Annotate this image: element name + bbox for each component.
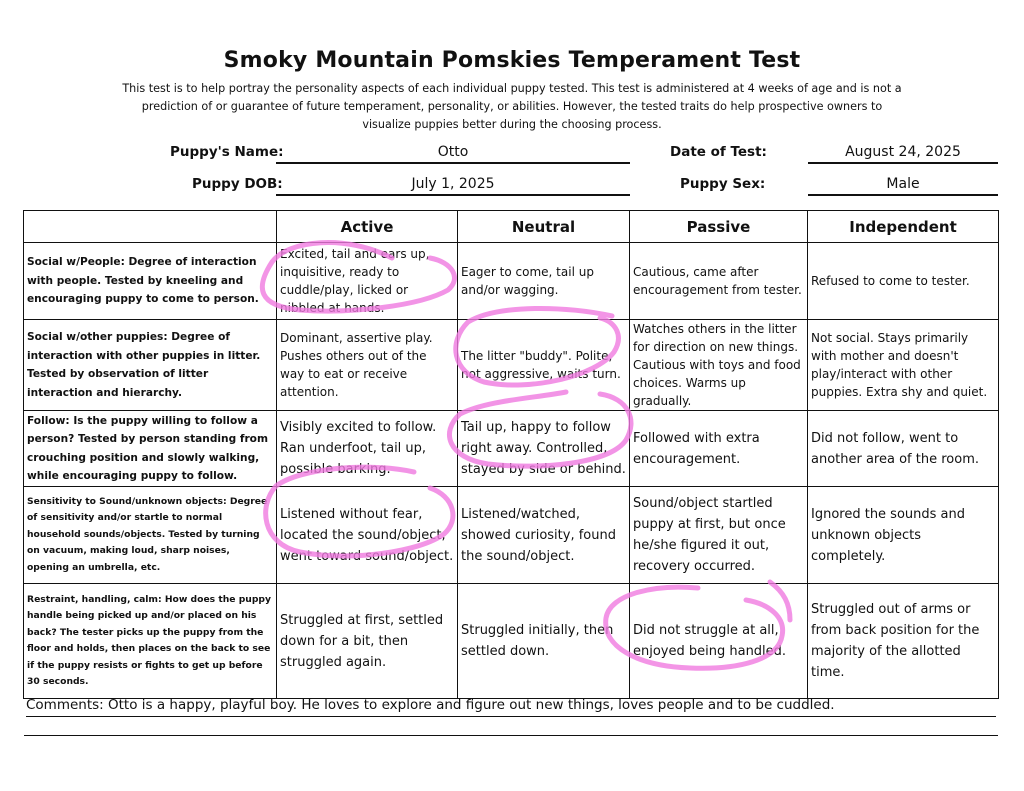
table-row — [24, 243, 999, 320]
header-active: Active — [277, 211, 458, 243]
cell-active: Listened without fear, located the sound/object, went toward sound/object. — [277, 487, 458, 584]
criterion-sensitivity: Sensitivity to Sound/unknown objects: Degree of sensitivity and/or startle to normal household sounds/objects. Tested by turning on vacuum, making loud, sharp noises, opening an umbrella, etc. — [24, 487, 277, 584]
header-neutral: Neutral — [458, 211, 630, 243]
header-criteria — [24, 211, 277, 243]
cell-independent: Refused to come to tester. — [808, 243, 999, 320]
table-header-row — [24, 211, 999, 243]
cell-neutral: Listened/watched, showed curiosity, found the sound/object. — [458, 487, 630, 584]
cell-independent: Not social. Stays primarily with mother and doesn't play/interact with other puppies. Extra shy and quiet. — [808, 320, 999, 411]
cell-passive: Followed with extra encouragement. — [630, 411, 808, 487]
page-title: Smoky Mountain Pomskies Temperament Test — [223, 48, 801, 73]
cell-passive: Cautious, came after encouragement from tester. — [630, 243, 808, 320]
cell-independent: Ignored the sounds and unknown objects completely. — [808, 487, 999, 584]
date-of-test-value[interactable]: August 24, 2025 — [808, 142, 998, 164]
cell-active: Visibly excited to follow. Ran underfoot, tail up, possible barking. — [277, 411, 458, 487]
date-of-test-label: Date of Test: — [670, 144, 767, 160]
puppy-dob-label: Puppy DOB: — [192, 176, 283, 192]
puppy-name-label: Puppy's Name: — [170, 144, 284, 160]
cell-neutral: Struggled initially, then settled down. — [458, 584, 630, 699]
cell-passive: Did not struggle at all, enjoyed being handled. — [630, 584, 808, 699]
criterion-social-people: Social w/People: Degree of interaction with people. Tested by kneeling and encouraging puppy to come to person. — [24, 243, 277, 320]
cell-active: Excited, tail and ears up, inquisitive, ready to cuddle/play, licked or nibbled at hands. — [277, 243, 458, 320]
criterion-social-puppies: Social w/other puppies: Degree of interaction with other puppies in litter. Tested by observation of litter interaction and hierarchy. — [24, 320, 277, 411]
puppy-sex-label: Puppy Sex: — [680, 176, 766, 192]
cell-active: Struggled at first, settled down for a bit, then struggled again. — [277, 584, 458, 699]
intro-text: This test is to help portray the personality aspects of each individual puppy tested. This test is administered at 4 weeks of age and is not a prediction of or guarantee of future temperament, personality, or abilities. However, the tested traits do help prospective owners to visualize puppies better during the choosing process. — [122, 82, 902, 131]
table-row — [24, 320, 999, 411]
table-row — [24, 584, 999, 699]
cell-neutral: The litter "buddy". Polite, not aggressive, waits turn. — [458, 320, 630, 411]
header-passive: Passive — [630, 211, 808, 243]
criterion-follow: Follow: Is the puppy willing to follow a person? Tested by person standing from crouching position and slowly walking, while encouraging puppy to follow. — [24, 411, 277, 487]
cell-neutral: Tail up, happy to follow right away. Controlled, stayed by side or behind. — [458, 411, 630, 487]
header-independent: Independent — [808, 211, 999, 243]
blank-comment-line — [24, 735, 998, 736]
temperament-table — [23, 210, 999, 699]
cell-active: Dominant, assertive play. Pushes others out of the way to eat or receive attention. — [277, 320, 458, 411]
puppy-name-value[interactable]: Otto — [276, 142, 630, 164]
table-row — [24, 487, 999, 584]
comments-line[interactable]: Comments: Otto is a happy, playful boy. He loves to explore and figure out new things, loves people and to be cuddled. — [26, 697, 996, 717]
table-row — [24, 411, 999, 487]
cell-neutral: Eager to come, tail up and/or wagging. — [458, 243, 630, 320]
puppy-dob-value[interactable]: July 1, 2025 — [276, 174, 630, 196]
puppy-sex-value[interactable]: Male — [808, 174, 998, 196]
cell-independent: Struggled out of arms or from back position for the majority of the allotted time. — [808, 584, 999, 699]
cell-passive: Watches others in the litter for direction on new things. Cautious with toys and food choices. Warms up gradually. — [630, 320, 808, 411]
criterion-restraint: Restraint, handling, calm: How does the puppy handle being picked up and/or placed on his back? The tester picks up the puppy from the floor and holds, then places on the back to see if the puppy resists or fights to get up before 30 seconds. — [24, 584, 277, 699]
cell-passive: Sound/object startled puppy at first, but once he/she figured it out, recovery occurred. — [630, 487, 808, 584]
cell-independent: Did not follow, went to another area of the room. — [808, 411, 999, 487]
